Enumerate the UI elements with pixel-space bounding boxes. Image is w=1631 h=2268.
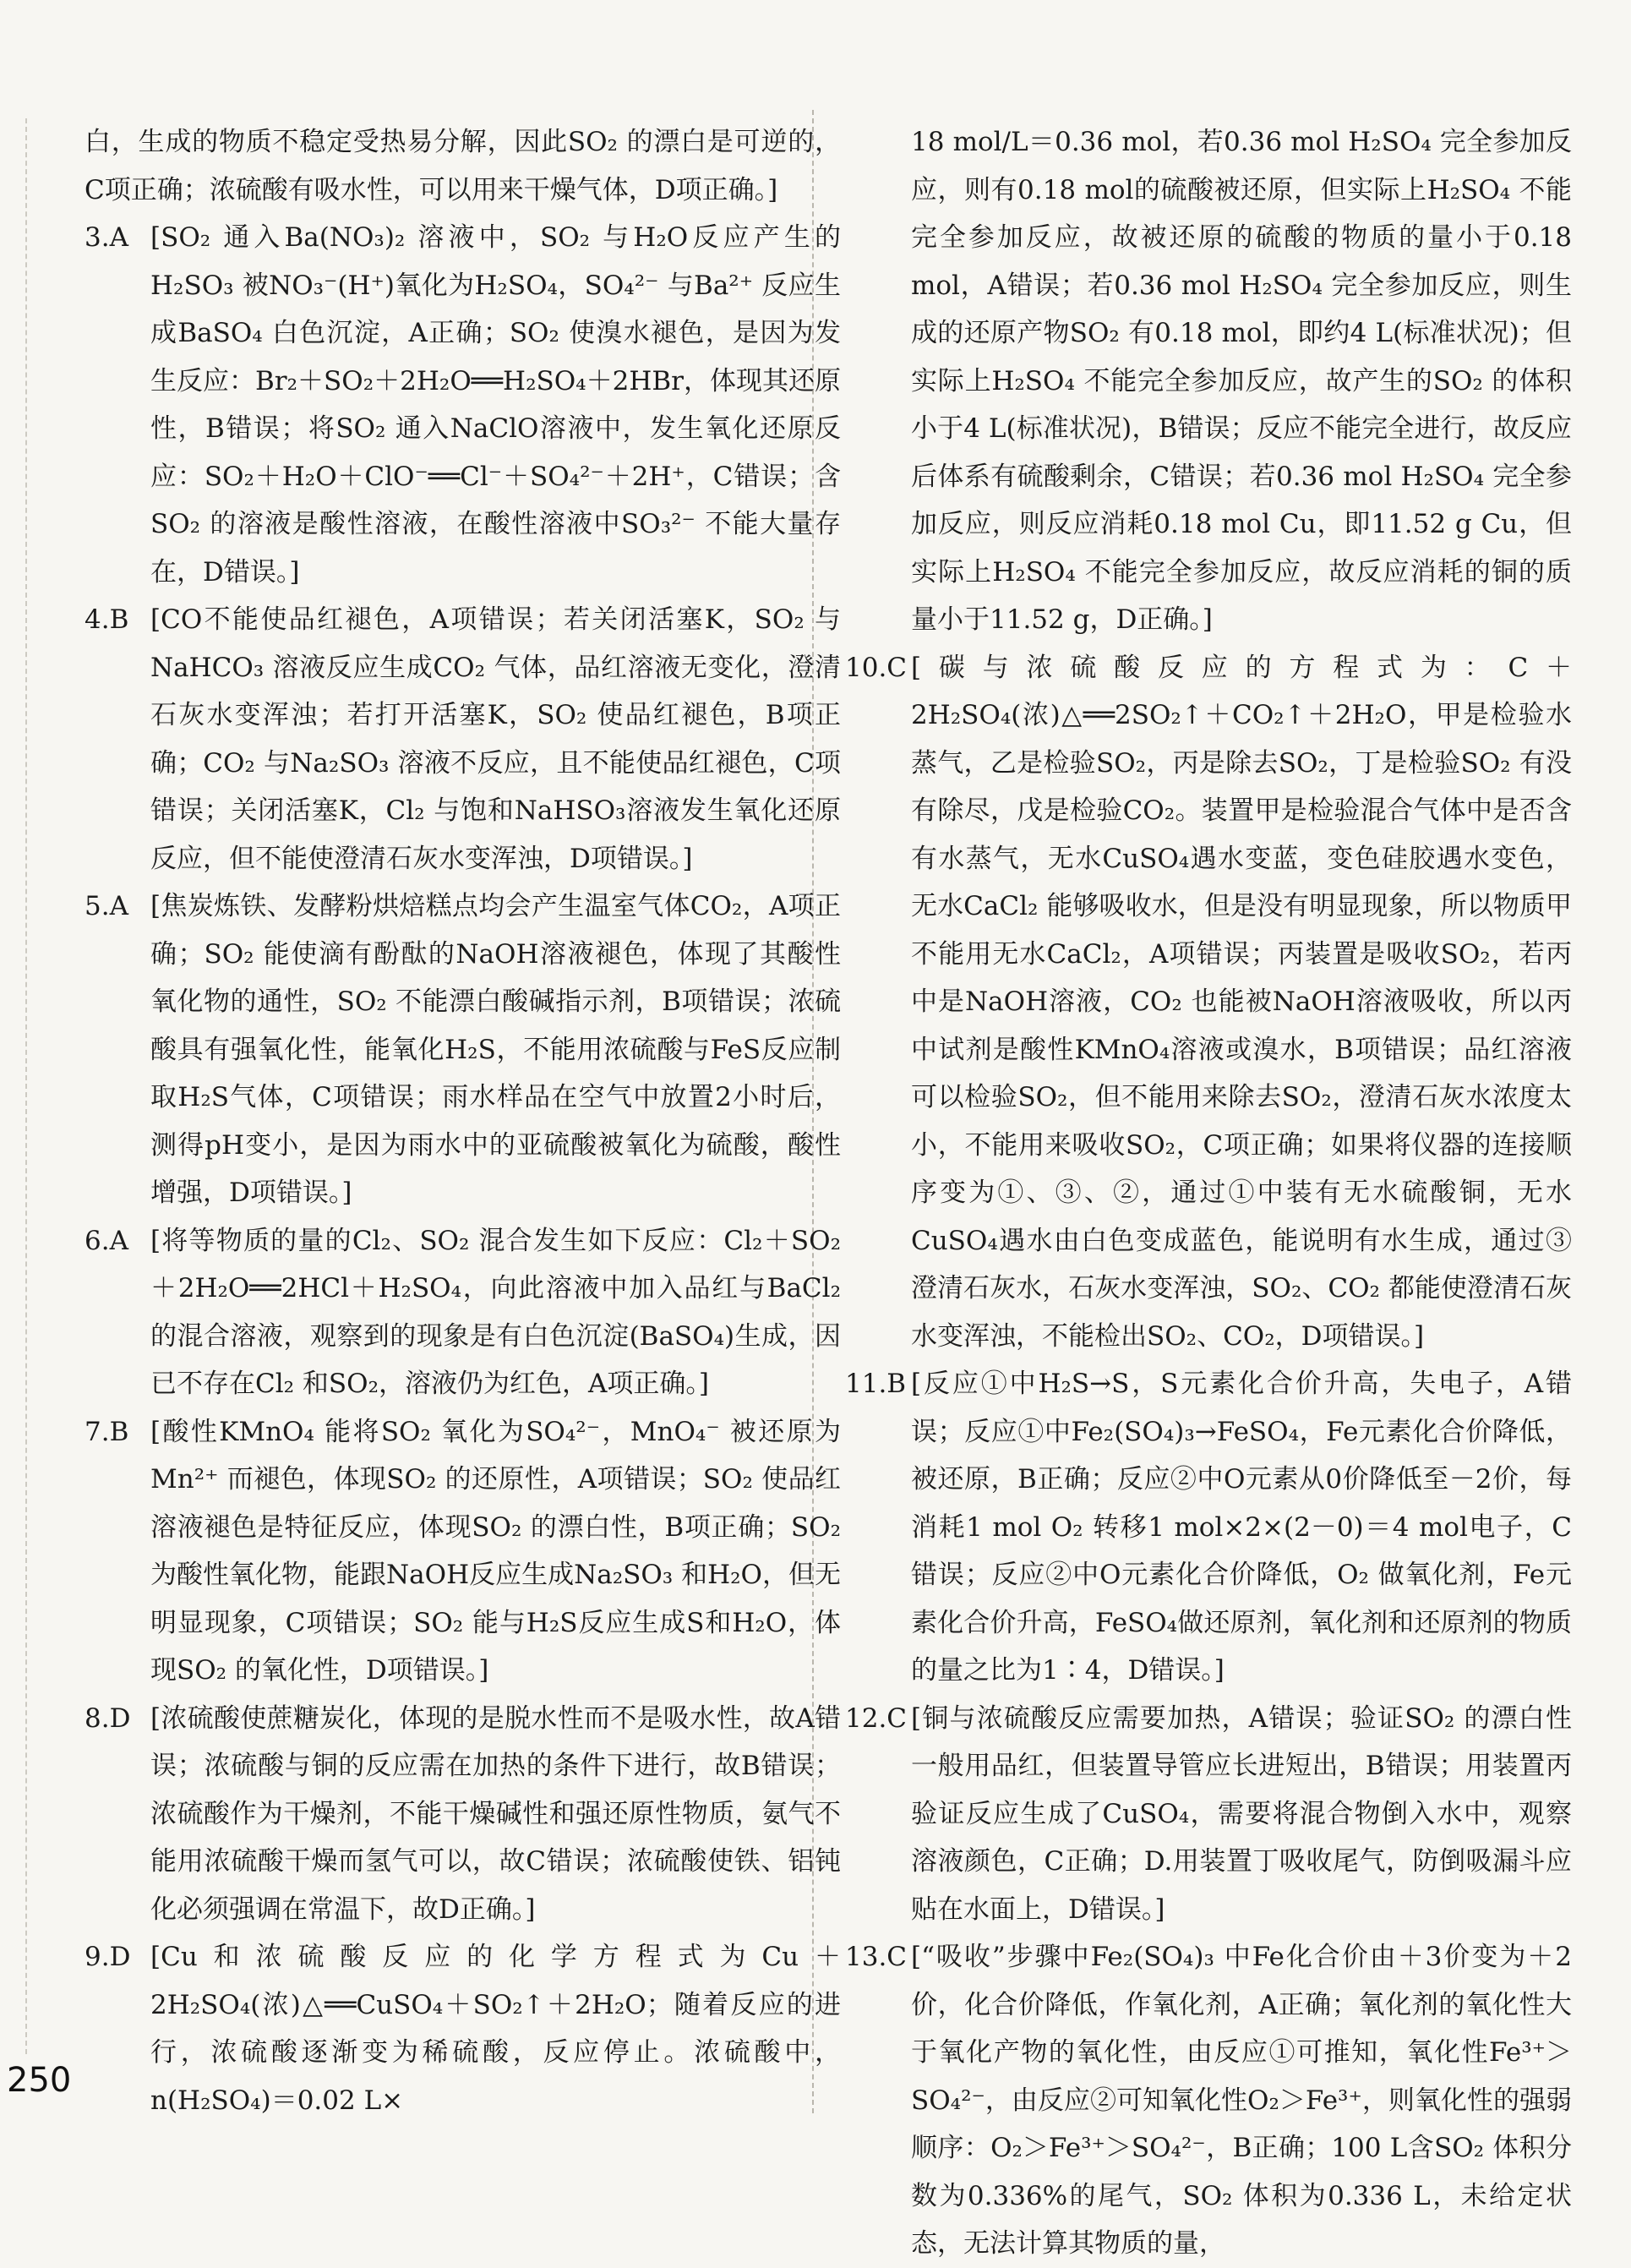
answer-item — [85, 214, 841, 596]
answer-item — [85, 1217, 841, 1408]
answer-paragraph — [85, 118, 841, 214]
answer-number: 4.B — [85, 604, 129, 635]
right-column — [845, 118, 1572, 2268]
answer-number: 11.B — [845, 1369, 907, 1399]
answer-number: 8.D — [85, 1702, 131, 1734]
answer-text: [“吸收”步骤中Fe₂(SO₄)₃ 中Fe化合价由＋3价变为＋2价，化合价降低，作氧化剂，A正确；氧化剂的氧化性大于氧化产物的氧化性，由反应①可推知，氧化性Fe³⁺＞SO₄²⁻，由反应②可知氧化性O₂＞Fe³⁺，则氧化性的强弱顺序：O₂＞Fe³⁺＞SO₄²⁻，B正确；100 L含SO₂ 体积分数为0.336%的尾气，SO₂ 体积为0.336 L，未给定状态，无法计算其物质的量， — [911, 1942, 1572, 2259]
answer-item — [85, 1695, 841, 1934]
answer-text: [浓硫酸使蔗糖炭化，体现的是脱水性而不是吸水性，故A错误；浓硫酸与铜的反应需在加热的条件下进行，故B错误；浓硫酸作为干燥剂，不能干燥碱性和强还原性物质，氨气不能用浓硫酸干燥而氢气可以，故C错误；浓硫酸使铁、铝钝化必须强调在常温下，故D正确。] — [150, 1702, 841, 1925]
left-margin-rule — [25, 118, 27, 2054]
answer-item — [845, 1360, 1572, 1695]
answer-item — [85, 1408, 841, 1695]
answer-item — [85, 596, 841, 883]
answer-number: 10.C — [845, 652, 908, 683]
answer-text: [反应①中H₂S→S，S元素化合价升高，失电子，A错误；反应①中Fe₂(SO₄)₃→FeSO₄，Fe元素化合价降低，被还原，B正确；反应②中O元素从0价降低至－2价，每消耗1 mol O₂ 转移1 mol×2×(2－0)＝4 mol电子，C错误；反应②中O元素化合价降低，O₂ 做氧化剂，Fe元素化合价升高，FeSO₄做还原剂，氧化剂和还原剂的物质的量之比为1∶4，D错误。] — [911, 1369, 1572, 1686]
answer-text: [Cu和浓硫酸反应的化学方程式为Cu＋2H₂SO₄(浓)△══CuSO₄＋SO₂↑＋2H₂O；随着反应的进行，浓硫酸逐渐变为稀硫酸，反应停止。浓硫酸中，n(H₂SO₄)＝0.02 L× — [150, 1942, 841, 2116]
left-column — [85, 118, 841, 2124]
answer-item — [85, 883, 841, 1217]
answer-number: 3.A — [85, 222, 128, 253]
answer-item — [845, 1933, 1572, 2268]
answer-text: [铜与浓硫酸反应需要加热，A错误；验证SO₂ 的漂白性一般用品红，但装置导管应长进短出，B错误；用装置丙验证反应生成了CuSO₄，需要将混合物倒入水中，观察溶液颜色，C正确；D.用装置丁吸收尾气，防倒吸漏斗应贴在水面上，D错误。] — [911, 1702, 1572, 1925]
answer-text: [碳与浓硫酸反应的方程式为：C＋2H₂SO₄(浓)△══2SO₂↑＋CO₂↑＋2H₂O，甲是检验水蒸气，乙是检验SO₂，丙是除去SO₂，丁是检验SO₂ 有没有除尽，戊是检验CO₂。装置甲是检验混合气体中是否含有水蒸气，无水CuSO₄遇水变蓝，变色硅胶遇水变色，无水CaCl₂ 能够吸收水，但是没有明显现象，所以物质甲不能用无水CaCl₂，A项错误；丙装置是吸收SO₂，若丙中是NaOH溶液，CO₂ 也能被NaOH溶液吸收，所以丙中试剂是酸性KMnO₄溶液或溴水，B项错误；品红溶液可以检验SO₂，但不能用来除去SO₂，澄清石灰水浓度太小，不能用来吸收SO₂，C项正确；如果将仪器的连接顺序变为①、③、②，通过①中装有无水硫酸铜，无水CuSO₄遇水由白色变成蓝色，能说明有水生成，通过③澄清石灰水，石灰水变浑浊，SO₂、CO₂ 都能使澄清石灰水变浑浊，不能检出SO₂、CO₂，D项错误。] — [911, 652, 1572, 1352]
page-number: 250 — [7, 2061, 72, 2100]
answer-text: [SO₂ 通入Ba(NO₃)₂ 溶液中，SO₂ 与H₂O反应产生的H₂SO₃ 被NO₃⁻(H⁺)氧化为H₂SO₄，SO₄²⁻ 与Ba²⁺ 反应生成BaSO₄ 白色沉淀，A正确；SO₂ 使溴水褪色，是因为发生反应：Br₂＋SO₂＋2H₂O══H₂SO₄＋2HBr，体现其还原性，B错误；将SO₂ 通入NaClO溶液中，发生氧化还原反应：SO₂＋H₂O＋ClO⁻══Cl⁻＋SO₄²⁻＋2H⁺，C错误；含SO₂ 的溶液是酸性溶液，在酸性溶液中SO₃²⁻ 不能大量存在，D错误。] — [150, 222, 841, 587]
answer-text: 白，生成的物质不稳定受热易分解，因此SO₂ 的漂白是可逆的，C项正确；浓硫酸有吸水性，可以用来干燥气体，D项正确。] — [85, 127, 841, 205]
answer-number: 9.D — [85, 1942, 131, 1972]
answer-item — [85, 1933, 841, 2124]
answer-number: 13.C — [845, 1942, 908, 1972]
answer-text: 18 mol/L＝0.36 mol，若0.36 mol H₂SO₄ 完全参加反应，则有0.18 mol的硫酸被还原，但实际上H₂SO₄ 不能完全参加反应，故被还原的硫酸的物质的量小于0.18 mol，A错误；若0.36 mol H₂SO₄ 完全参加反应，则生成的还原产物SO₂ 有0.18 mol，即约4 L(标准状况)；但实际上H₂SO₄ 不能完全参加反应，故产生的SO₂ 的体积小于4 L(标准状况)，B错误；反应不能完全进行，故反应后体系有硫酸剩余，C错误；若0.36 mol H₂SO₄ 完全参加反应，则反应消耗0.18 mol Cu，即11.52 g Cu，但实际上H₂SO₄ 不能完全参加反应，故反应消耗的铜的质量小于11.52 g，D正确。] — [911, 127, 1572, 635]
answer-text: [将等物质的量的Cl₂、SO₂ 混合发生如下反应：Cl₂＋SO₂＋2H₂O══2HCl＋H₂SO₄，向此溶液中加入品红与BaCl₂ 的混合溶液，观察到的现象是有白色沉淀(BaSO₄)生成，因已不存在Cl₂ 和SO₂，溶液仍为红色，A项正确。] — [150, 1225, 841, 1399]
answer-number: 6.A — [85, 1225, 128, 1256]
answer-text: [焦炭炼铁、发酵粉烘焙糕点均会产生温室气体CO₂，A项正确；SO₂ 能使滴有酚酞的NaOH溶液褪色，体现了其酸性氧化物的通性，SO₂ 不能漂白酸碱指示剂，B项错误；浓硫酸具有强氧化性，能氧化H₂S，不能用浓硫酸与FeS反应制取H₂S气体，C项错误；雨水样品在空气中放置2小时后，测得pH变小，是因为雨水中的亚硫酸被氧化为硫酸，酸性增强，D项错误。] — [150, 891, 841, 1208]
answer-item — [845, 644, 1572, 1361]
answer-number: 7.B — [85, 1416, 129, 1447]
answer-text: [CO不能使品红褪色，A项错误；若关闭活塞K，SO₂ 与NaHCO₃ 溶液反应生成CO₂ 气体，品红溶液无变化，澄清石灰水变浑浊；若打开活塞K，SO₂ 使品红褪色，B项正确；CO₂ 与Na₂SO₃ 溶液不反应，且不能使品红褪色，C项错误；关闭活塞K，Cl₂ 与饱和NaHSO₃溶液发生氧化还原反应，但不能使澄清石灰水变浑浊，D项错误。] — [150, 604, 841, 874]
answer-text: [酸性KMnO₄ 能将SO₂ 氧化为SO₄²⁻，MnO₄⁻ 被还原为Mn²⁺ 而褪色，体现SO₂ 的还原性，A项错误；SO₂ 使品红溶液褪色是特征反应，体现SO₂ 的漂白性，B项正确；SO₂ 为酸性氧化物，能跟NaOH反应生成Na₂SO₃ 和H₂O，但无明显现象，C项错误；SO₂ 能与H₂S反应生成S和H₂O，体现SO₂ 的氧化性，D项错误。] — [150, 1416, 841, 1686]
answer-number: 12.C — [845, 1702, 908, 1734]
answer-item — [845, 1695, 1572, 1934]
answer-paragraph — [845, 118, 1572, 644]
answer-number: 5.A — [85, 891, 128, 921]
